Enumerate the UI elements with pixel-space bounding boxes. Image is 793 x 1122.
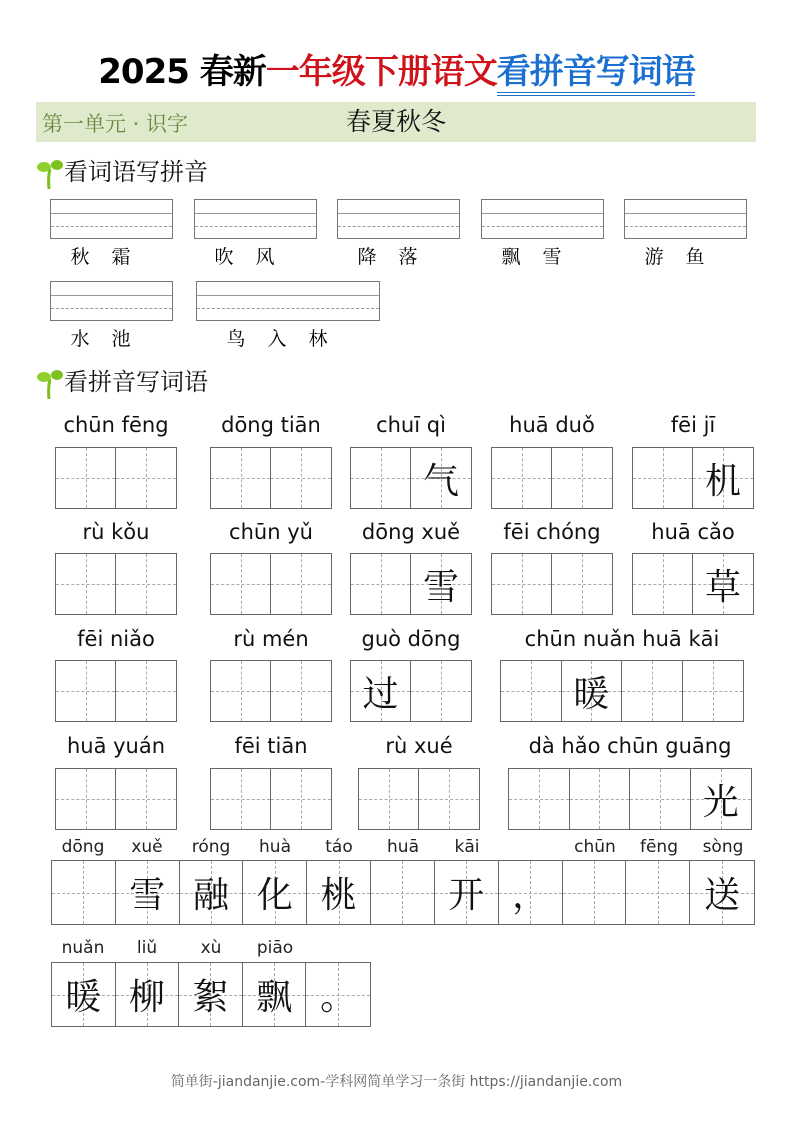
char-cell[interactable] [633, 554, 693, 614]
tianzige-grid[interactable] [210, 768, 332, 830]
word-label: 飘雪 [501, 246, 584, 268]
pinyin-prompt: dà hǎo chūn guāng [528, 734, 732, 758]
pinyin-prompt: dōng tiān [221, 413, 321, 437]
tianzige-grid[interactable] [210, 553, 332, 615]
pinyin-answer-box[interactable] [50, 281, 173, 321]
pinyin-answer-box[interactable] [624, 199, 747, 239]
given-char: 。 [320, 977, 357, 1018]
given-char: 化 [256, 875, 293, 916]
char-cell[interactable] [626, 861, 690, 924]
given-char: 机 [705, 460, 742, 502]
pinyin-prompt: fēi tiān [234, 734, 308, 758]
char-cell[interactable] [56, 769, 116, 829]
char-cell[interactable] [411, 554, 471, 614]
char-cell[interactable] [180, 861, 244, 924]
char-cell[interactable] [351, 661, 411, 721]
section1-title: 看词语写拼音 [64, 158, 208, 186]
char-cell[interactable] [56, 661, 116, 721]
given-char: 融 [193, 875, 230, 916]
tianzige-grid[interactable] [632, 553, 754, 615]
pinyin-syllable: liǔ [136, 938, 158, 958]
given-char: 光 [702, 781, 739, 823]
pinyin-prompt: chuī qì [376, 413, 446, 437]
pinyin-answer-box[interactable] [196, 281, 380, 321]
char-cell[interactable] [116, 661, 176, 721]
title-year: 2025 春新 [98, 52, 266, 92]
char-cell[interactable] [501, 661, 562, 721]
pinyin-syllable: xuě [131, 837, 163, 857]
char-cell[interactable] [683, 661, 744, 721]
char-cell[interactable] [211, 661, 271, 721]
char-cell[interactable] [211, 448, 271, 508]
pinyin-syllable: chūn [574, 837, 616, 857]
char-cell[interactable] [271, 448, 331, 508]
char-cell[interactable] [622, 661, 683, 721]
pinyin-prompt: chūn yǔ [229, 520, 313, 544]
char-cell[interactable] [271, 554, 331, 614]
char-cell[interactable] [52, 963, 116, 1026]
page-title [0, 44, 793, 93]
pinyin-answer-box[interactable] [481, 199, 604, 239]
title-grade: 一年级下册语文 [265, 52, 497, 92]
char-cell[interactable] [52, 861, 116, 924]
tianzige-grid[interactable] [632, 447, 754, 509]
tianzige-grid[interactable] [55, 553, 177, 615]
given-char: 暖 [573, 673, 610, 715]
char-cell[interactable] [499, 861, 563, 924]
tianzige-grid[interactable] [55, 660, 177, 722]
char-cell[interactable] [211, 769, 271, 829]
char-cell[interactable] [570, 769, 631, 829]
pinyin-syllable: nuǎn [61, 938, 105, 958]
pinyin-answer-box[interactable] [337, 199, 460, 239]
given-char: 飘 [256, 977, 293, 1018]
sprout-icon [36, 159, 64, 189]
tianzige-grid[interactable] [55, 768, 177, 830]
char-cell[interactable] [243, 963, 307, 1026]
char-cell[interactable] [56, 448, 116, 508]
given-char: 桃 [320, 875, 357, 916]
char-cell[interactable] [351, 448, 411, 508]
section1-heading [36, 152, 208, 189]
word-label: 水池 [70, 328, 153, 350]
pinyin-prompt: fēi jī [670, 413, 716, 437]
char-cell[interactable] [435, 861, 499, 924]
pinyin-prompt: huā yuán [66, 734, 166, 758]
sprout-icon [36, 369, 64, 399]
pinyin-prompt: huā duǒ [509, 413, 595, 437]
tianzige-grid[interactable] [210, 660, 332, 722]
given-char: 草 [705, 566, 742, 608]
word-label: 降落 [357, 246, 440, 268]
tianzige-grid[interactable] [491, 447, 613, 509]
unit-label: 第一单元 · 识字 [42, 112, 189, 136]
pinyin-syllable: huà [259, 837, 291, 857]
given-char: 雪 [129, 875, 166, 916]
char-cell[interactable] [691, 769, 752, 829]
pinyin-syllable: kāi [454, 837, 480, 857]
char-cell[interactable] [693, 448, 753, 508]
char-cell[interactable] [563, 861, 627, 924]
tianzige-grid[interactable] [491, 553, 613, 615]
char-cell[interactable] [633, 448, 693, 508]
pinyin-prompt: rù mén [233, 627, 309, 651]
tianzige-grid[interactable] [350, 660, 472, 722]
char-cell[interactable] [690, 861, 754, 924]
pinyin-syllable: piāo [256, 938, 294, 958]
pinyin-prompt: rù xué [385, 734, 453, 758]
char-cell[interactable] [411, 448, 471, 508]
tianzige-grid[interactable] [210, 447, 332, 509]
pinyin-syllable: sòng [702, 837, 744, 857]
given-char: 气 [423, 460, 460, 502]
char-cell[interactable] [211, 554, 271, 614]
char-cell[interactable] [693, 554, 753, 614]
char-cell[interactable] [351, 554, 411, 614]
title-topic: 看拼音写词语 [497, 52, 695, 96]
char-cell[interactable] [371, 861, 435, 924]
char-cell[interactable] [509, 769, 570, 829]
lesson-title: 春夏秋冬 [346, 107, 447, 136]
char-cell[interactable] [56, 554, 116, 614]
char-cell[interactable] [492, 554, 552, 614]
char-cell[interactable] [411, 661, 471, 721]
word-label: 吹风 [214, 246, 297, 268]
pinyin-prompt: fēi niǎo [77, 627, 155, 651]
given-char: 雪 [423, 566, 460, 608]
unit-band [36, 102, 756, 142]
tianzige-grid[interactable] [508, 768, 752, 830]
tianzige-grid[interactable] [500, 660, 744, 722]
pinyin-prompt: fēi chóng [503, 520, 601, 544]
char-cell[interactable] [179, 963, 243, 1026]
pinyin-prompt: guò dōng [361, 627, 461, 651]
pinyin-syllable: dōng [61, 837, 105, 857]
given-char: 开 [448, 875, 485, 916]
tianzige-grid[interactable] [55, 447, 177, 509]
pinyin-syllable: xù [200, 938, 222, 958]
char-cell[interactable] [271, 769, 331, 829]
given-char: 暖 [65, 977, 102, 1018]
tianzige-grid[interactable] [350, 447, 472, 509]
tianzige-grid[interactable] [358, 768, 480, 830]
pinyin-answer-box[interactable] [50, 199, 173, 239]
char-cell[interactable] [419, 769, 479, 829]
pinyin-prompt: rù kǒu [82, 520, 150, 544]
word-label: 游鱼 [644, 246, 727, 268]
pinyin-prompt: huā cǎo [651, 520, 735, 544]
word-label: 秋霜 [70, 246, 153, 268]
char-cell[interactable] [116, 448, 176, 508]
section2-heading [36, 362, 208, 399]
given-char: 送 [704, 875, 741, 916]
char-cell[interactable] [116, 963, 180, 1026]
pinyin-syllable: róng [191, 837, 231, 857]
pinyin-syllable: huā [387, 837, 419, 857]
given-char: ， [512, 875, 549, 916]
footer-text: 简单街-jiandanjie.com-学科网简单学习一条街 https://jiandanjie.com [170, 1074, 623, 1090]
char-cell[interactable] [306, 963, 370, 1026]
pinyin-syllable: fēng [639, 837, 678, 857]
char-cell[interactable] [562, 661, 623, 721]
char-cell[interactable] [552, 448, 612, 508]
char-cell[interactable] [116, 554, 176, 614]
tianzige-grid[interactable] [350, 553, 472, 615]
pinyin-prompt: chūn fēng [63, 413, 169, 437]
char-cell[interactable] [359, 769, 419, 829]
char-cell[interactable] [552, 554, 612, 614]
char-cell[interactable] [243, 861, 307, 924]
char-cell[interactable] [116, 861, 180, 924]
char-cell[interactable] [271, 661, 331, 721]
given-char: 柳 [128, 977, 165, 1018]
pinyin-prompt: chūn nuǎn huā kāi [524, 627, 720, 651]
char-cell[interactable] [492, 448, 552, 508]
sentence-grid[interactable] [51, 962, 371, 1027]
given-char: 絮 [192, 977, 229, 1018]
word-label: 鸟入林 [226, 328, 350, 350]
given-char: 过 [362, 673, 399, 715]
char-cell[interactable] [630, 769, 691, 829]
section2-title: 看拼音写词语 [64, 368, 208, 396]
pinyin-prompt: dōng xuě [361, 520, 461, 544]
char-cell[interactable] [116, 769, 176, 829]
char-cell[interactable] [307, 861, 371, 924]
pinyin-syllable: táo [325, 837, 353, 857]
pinyin-answer-box[interactable] [194, 199, 317, 239]
sentence-grid[interactable] [51, 860, 755, 925]
